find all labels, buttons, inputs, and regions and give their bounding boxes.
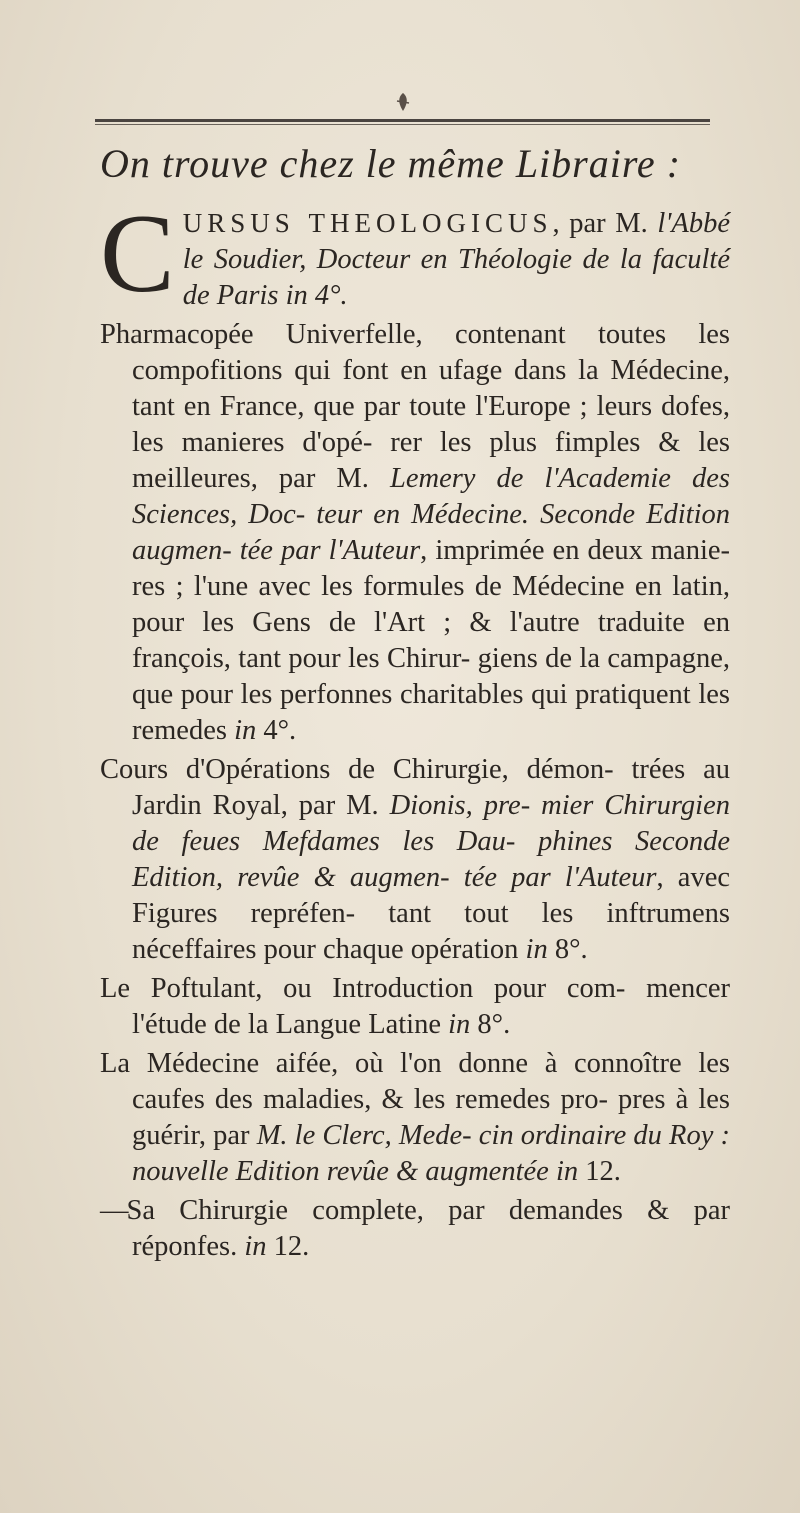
entry-text: Le Poftulant, ou Introduction pour com- mencer l'étude de la Langue Latine xyxy=(100,973,730,1040)
entry-author: Lemery de l'Academie des Sciences, Doc- teur en Médecine. Seconde Edition augmen- tée par l'Auteur xyxy=(132,463,731,566)
entry-text-continued: , imprimée en deux manie- res ; l'une avec les formules de Médecine en latin, pour les Gens de l'Art ; & l'autre traduite en françois, tant pour les Chirur- giens de la campagne, que pour les perfonnes charitables qui pratiquent les remedes xyxy=(132,535,730,746)
entry-dash: — xyxy=(100,1195,127,1226)
entry-text: Sa Chirurgie complete, par demandes & par réponfes. xyxy=(126,1195,730,1262)
entry-author: M. le Clerc, Mede- cin ordinaire du Roy : nouvelle Edition revûe & augmentée xyxy=(132,1120,730,1187)
drop-cap: C xyxy=(100,192,175,316)
entry-author: l'Abbé le Soudier, Docteur en Théologie de la faculté de Paris in 4°. xyxy=(182,208,730,311)
entry-format: 12. xyxy=(266,1231,310,1262)
entry-text: Cours d'Opérations de Chirurgie, démon- trées au Jardin Royal, par M. xyxy=(100,754,730,821)
list-item xyxy=(100,1046,730,1190)
entry-text: La Médecine aifée, où l'on donne à connoître les caufes des maladies, & les remedes pro- pres à les guérir, par xyxy=(100,1048,730,1151)
entry-format: 8°. xyxy=(547,934,588,965)
entry-format: 4°. xyxy=(256,715,297,746)
entry-title: URSUS THEOLOGICUS xyxy=(182,208,553,238)
header-rule xyxy=(95,85,710,135)
entry-format-prefix: in xyxy=(448,1009,471,1040)
list-item xyxy=(100,1193,730,1265)
thin-rule xyxy=(95,124,710,125)
leaf-ornament-icon xyxy=(395,91,411,113)
list-item xyxy=(100,192,730,316)
entry-format-prefix: in xyxy=(244,1231,267,1262)
entry-format-prefix: in xyxy=(548,1156,579,1187)
list-item xyxy=(100,317,730,749)
list-item xyxy=(100,971,730,1043)
entry-format-prefix: in xyxy=(234,715,257,746)
list-item xyxy=(100,752,730,968)
entry-format-prefix: in xyxy=(525,934,548,965)
book-list xyxy=(100,192,731,1268)
entry-text: Pharmacopée Univerfelle, contenant toutes les compofitions qui font en ufage dans la Médecine, tant en France, que par toute l'Europe ; leurs dofes, les manieres d'opé- rer les plus fimples & les meilleures, par M. xyxy=(100,319,730,494)
entry-text: , par M. xyxy=(552,208,658,239)
entry-text-continued: , avec Figures repréfen- tant tout les inftrumens néceffaires pour chaque opération xyxy=(132,862,730,965)
thick-rule xyxy=(95,119,710,122)
entry-format: 8°. xyxy=(470,1009,511,1040)
page-heading: On trouve chez le même Libraire : xyxy=(100,141,682,186)
entry-format: 12. xyxy=(578,1156,621,1187)
entry-author: Dionis, pre- mier Chirurgien de feues Mefdames les Dau- phines Seconde Edition, revûe & augmen- tée par l'Auteur xyxy=(132,790,730,893)
